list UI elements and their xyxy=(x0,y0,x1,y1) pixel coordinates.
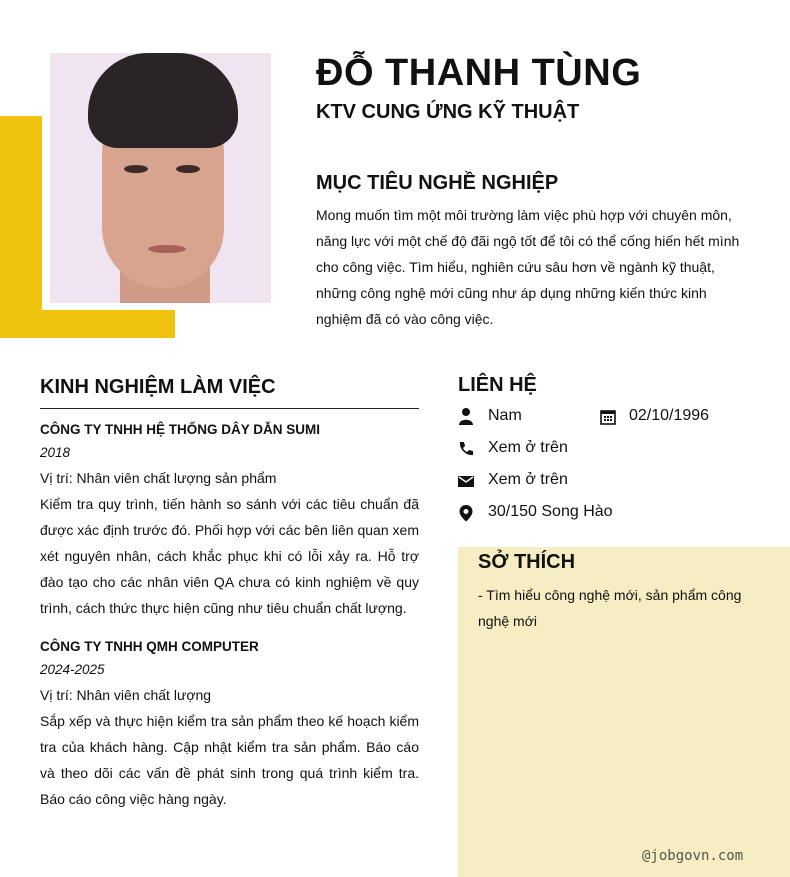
hobbies-text: - Tìm hiểu công nghệ mới, sản phẩm công nghệ mới xyxy=(478,587,742,629)
job-title: KTV CUNG ỨNG KỸ THUẬT xyxy=(316,101,580,123)
email-value: Xem ở trên xyxy=(488,471,568,488)
candidate-name: ĐỖ THANH TÙNG xyxy=(316,52,642,94)
gender-value: Nam xyxy=(488,407,522,424)
experience-description: Sắp xếp và thực hiện kiểm tra sản phẩm theo kế hoạch kiểm tra của khách hàng. Cập nhật kiểm tra sản phẩm. Báo cáo và theo dõi các vấn đề phát sinh trong quá trình kiểm tra. Báo cáo công việc hàng ngày. xyxy=(40,713,419,807)
accent-bar-horizontal xyxy=(0,310,175,338)
calendar-icon xyxy=(599,408,617,426)
experience-description: Kiểm tra quy trình, tiến hành so sánh với các tiêu chuẩn đã được xác định trước đó. Phối hợp với các bên liên quan xem xét nguyên nhân, cách khắc phục khi có lỗi xảy ra. Hỗ trợ đào tạo cho các nhân viên QA chưa có kinh nghiệm về quy trình, cách thức thực hiện cũng như tiêu chuẩn chất lượng. xyxy=(40,496,419,616)
experience-company: CÔNG TY TNHH QMH COMPUTER xyxy=(40,639,259,654)
phone-value: Xem ở trên xyxy=(488,439,568,456)
experience-heading: KINH NGHIỆM LÀM VIỆC xyxy=(40,376,276,398)
mail-icon xyxy=(457,472,475,490)
hobbies-heading: SỞ THÍCH xyxy=(478,551,576,573)
objective-heading: MỤC TIÊU NGHỀ NGHIỆP xyxy=(316,172,559,194)
experience-position: Vị trí: Nhân viên chất lượng xyxy=(40,687,212,703)
experience-period: 2024-2025 xyxy=(40,662,105,677)
watermark: @jobgovn.com xyxy=(642,848,744,864)
location-pin-icon xyxy=(457,504,475,522)
contact-heading: LIÊN HỆ xyxy=(458,374,537,396)
profile-photo xyxy=(50,53,271,303)
experience-period: 2018 xyxy=(40,445,71,460)
phone-icon xyxy=(457,440,475,458)
experience-divider xyxy=(40,408,419,409)
objective-text: Mong muốn tìm một môi trường làm việc phù hợp với chuyên môn, năng lực với một chế độ đãi ngộ tốt để tôi có thể cống hiến hết mình cho công việc. Tìm hiểu, nghiên cứu sâu hơn về ngành kỹ thuật, những công nghệ mới cũng như áp dụng những kiến thức kinh nghiệm đã có vào công việc. xyxy=(316,207,740,327)
address-value: 30/150 Song Hào xyxy=(488,503,613,520)
birthday-value: 02/10/1996 xyxy=(629,407,710,424)
experience-company: CÔNG TY TNHH HỆ THỐNG DÂY DẪN SUMI xyxy=(40,422,321,437)
experience-position: Vị trí: Nhân viên chất lượng sản phẩm xyxy=(40,470,277,486)
accent-bar-vertical xyxy=(0,116,42,338)
person-icon xyxy=(457,407,475,425)
